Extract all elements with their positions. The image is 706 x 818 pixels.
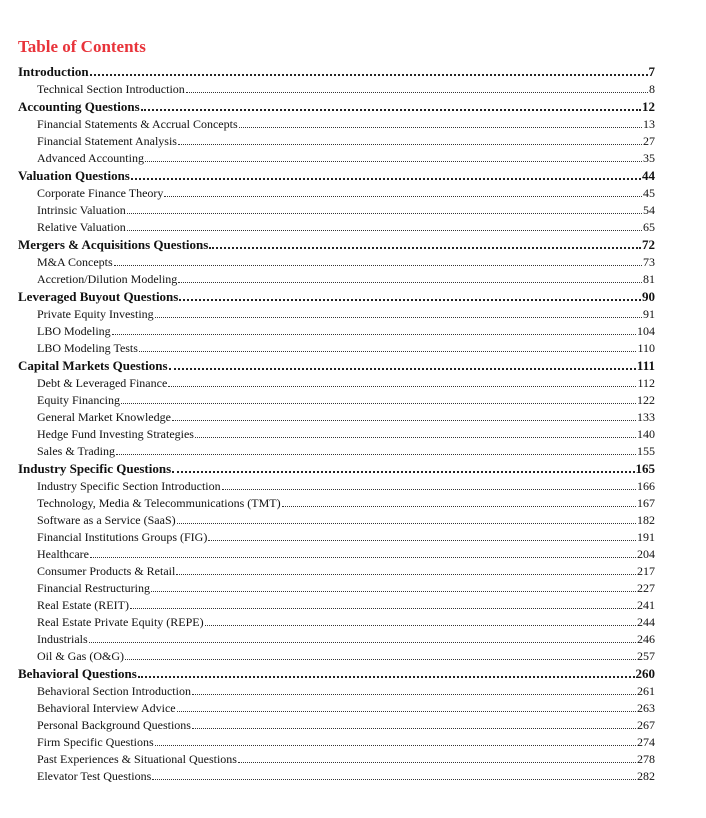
toc-title: Table of Contents [18, 37, 146, 56]
toc-subsection-entry[interactable] [18, 150, 655, 167]
toc-section-entry[interactable] [18, 665, 655, 683]
toc-subsection-entry[interactable] [18, 219, 655, 236]
toc-subsection-entry[interactable] [18, 563, 655, 580]
toc-entry-page-number: 65 [643, 220, 655, 234]
dot-leader [179, 299, 641, 301]
toc-section-entry[interactable] [18, 98, 655, 116]
dot-leader [139, 351, 636, 352]
toc-entry-page-number: 191 [637, 530, 655, 544]
dot-leader [209, 247, 641, 249]
toc-entry-page-number: 35 [643, 151, 655, 165]
toc-entry-page-number: 257 [637, 649, 655, 663]
toc-subsection-entry[interactable] [18, 409, 655, 426]
toc-entry-page-number: 261 [637, 684, 655, 698]
toc-entry-page-number: 165 [635, 461, 655, 476]
toc-entry-label: Elevator Test Questions [37, 769, 152, 783]
toc-entry-label: M&A Concepts [37, 255, 113, 269]
toc-subsection-entry[interactable] [18, 254, 655, 271]
dot-leader [89, 642, 636, 643]
dot-leader [222, 489, 636, 490]
dot-leader [239, 127, 642, 128]
toc-entry-page-number: 8 [649, 82, 655, 96]
toc-entry-label: Technical Section Introduction [37, 82, 185, 96]
toc-subsection-entry[interactable] [18, 375, 655, 392]
dot-leader [168, 386, 636, 387]
toc-entry-label: Industry Specific Questions [18, 461, 172, 476]
dot-leader [114, 265, 642, 266]
dot-leader [195, 437, 636, 438]
toc-entry-label: Advanced Accounting [37, 151, 144, 165]
dot-leader [205, 625, 636, 626]
toc-entry-label: Accretion/Dilution Modeling [37, 272, 178, 286]
toc-entry-page-number: 44 [642, 168, 655, 183]
toc-section-entry[interactable] [18, 167, 655, 185]
dot-leader [177, 711, 636, 712]
toc-subsection-entry[interactable] [18, 116, 655, 133]
toc-entry-label: Software as a Service (SaaS) [37, 513, 176, 527]
dot-leader [127, 213, 642, 214]
toc-entry-page-number: 90 [642, 289, 655, 304]
toc-entry-page-number: 241 [637, 598, 655, 612]
toc-entry-label: Personal Background Questions [37, 718, 191, 732]
toc-entry-label: Behavioral Section Introduction [37, 684, 191, 698]
dot-leader [138, 676, 635, 678]
toc-subsection-entry[interactable] [18, 185, 655, 202]
dot-leader [152, 779, 636, 780]
toc-entry-page-number: 7 [648, 64, 655, 79]
dot-leader [177, 523, 636, 524]
toc-section-entry[interactable] [18, 63, 655, 81]
dot-leader [90, 557, 636, 558]
toc-entry-page-number: 12 [642, 99, 655, 114]
toc-entry-page-number: 110 [637, 341, 655, 355]
toc-entry-page-number: 155 [637, 444, 655, 458]
toc-entry-label: Behavioral Questions [18, 666, 137, 681]
toc-subsection-entry[interactable] [18, 443, 655, 460]
dot-leader [178, 144, 642, 145]
dot-leader [192, 728, 636, 729]
toc-subsection-entry[interactable] [18, 81, 655, 98]
dot-leader [121, 403, 636, 404]
toc-entry-page-number: 282 [637, 769, 655, 783]
toc-subsection-entry[interactable] [18, 271, 655, 288]
toc-entry-label: Introduction [18, 64, 89, 79]
dot-leader [116, 454, 636, 455]
toc-entry-page-number: 45 [643, 186, 655, 200]
toc-subsection-entry[interactable] [18, 614, 655, 631]
dot-leader [192, 694, 636, 695]
toc-section-entry[interactable] [18, 357, 655, 375]
toc-subsection-entry[interactable] [18, 202, 655, 219]
toc-subsection-entry[interactable] [18, 426, 655, 443]
toc-subsection-entry[interactable] [18, 306, 655, 323]
toc-entry-page-number: 167 [637, 496, 655, 510]
toc-section-entry[interactable] [18, 288, 655, 306]
toc-entry-page-number: 246 [637, 632, 655, 646]
toc-entry-label: Industrials [37, 632, 88, 646]
toc-entry-label: LBO Modeling Tests [37, 341, 138, 355]
dot-leader [127, 230, 642, 231]
toc-entry-page-number: 182 [637, 513, 655, 527]
toc-entry-page-number: 122 [637, 393, 655, 407]
toc-entry-page-number: 204 [637, 547, 655, 561]
toc-subsection-entry[interactable] [18, 683, 655, 700]
toc-entry-label: Financial Restructuring [37, 581, 150, 595]
dot-leader [164, 196, 642, 197]
toc-entry-page-number: 140 [637, 427, 655, 441]
dot-leader [238, 762, 636, 763]
toc-entry-page-number: 166 [637, 479, 655, 493]
toc-entry-page-number: 227 [637, 581, 655, 595]
toc-entry-page-number: 260 [635, 666, 655, 681]
toc-section-entry[interactable] [18, 236, 655, 254]
dot-leader [172, 420, 636, 421]
toc-entry-page-number: 91 [643, 307, 655, 321]
toc-subsection-entry[interactable] [18, 768, 655, 785]
toc-entry-label: Hedge Fund Investing Strategies [37, 427, 194, 441]
toc-entry-page-number: 72 [642, 237, 655, 252]
toc-entry-page-number: 217 [637, 564, 655, 578]
toc-subsection-entry[interactable] [18, 751, 655, 768]
toc-entry-label: Relative Valuation [37, 220, 126, 234]
toc-subsection-entry[interactable] [18, 340, 655, 357]
dot-leader [178, 282, 642, 283]
toc-subsection-entry[interactable] [18, 717, 655, 734]
dot-leader [131, 178, 641, 180]
toc-subsection-entry[interactable] [18, 133, 655, 150]
toc-entry-page-number: 263 [637, 701, 655, 715]
toc-subsection-entry[interactable] [18, 734, 655, 751]
dot-leader [155, 317, 642, 318]
toc-entry-label: Equity Financing [37, 393, 120, 407]
toc-entry-label: Industry Specific Section Introduction [37, 479, 221, 493]
toc-subsection-entry[interactable] [18, 580, 655, 597]
toc-entry-label: Technology, Media & Telecommunications (TMT) [37, 496, 281, 510]
toc-entry-label: Sales & Trading [37, 444, 116, 458]
toc-entry-label: Past Experiences & Situational Questions [37, 752, 237, 766]
dot-leader [169, 368, 636, 370]
toc-section-entry[interactable] [18, 460, 655, 478]
dot-leader [145, 161, 642, 162]
toc-entry-page-number: 112 [637, 376, 655, 390]
toc-entry-page-number: 133 [637, 410, 655, 424]
toc-subsection-entry[interactable] [18, 529, 655, 546]
toc-entry-page-number: 267 [637, 718, 655, 732]
toc-entry-page-number: 54 [643, 203, 655, 217]
dot-leader [172, 471, 634, 473]
dot-leader [282, 506, 636, 507]
toc-entry-label: Healthcare [37, 547, 89, 561]
dot-leader [151, 591, 636, 592]
dot-leader [186, 92, 648, 93]
dot-leader [112, 334, 636, 335]
toc-entry-label: Intrinsic Valuation [37, 203, 126, 217]
dot-leader [125, 659, 636, 660]
toc-entry-page-number: 278 [637, 752, 655, 766]
dot-leader [130, 608, 636, 609]
dot-leader [208, 540, 636, 541]
toc-subsection-entry[interactable] [18, 512, 655, 529]
toc-entry-page-number: 244 [637, 615, 655, 629]
toc-entry-page-number: 104 [637, 324, 655, 338]
toc-entry-label: Financial Statement Analysis [37, 134, 177, 148]
toc-subsection-entry[interactable] [18, 495, 655, 512]
toc-entry-label: Financial Statements & Accrual Concepts [37, 117, 238, 131]
toc-entry-label: Leveraged Buyout Questions [18, 289, 179, 304]
toc-entry-label: Private Equity Investing [37, 307, 154, 321]
toc-subsection-entry[interactable] [18, 700, 655, 717]
dot-leader [141, 109, 641, 111]
toc-entry-label: Consumer Products & Retail [37, 564, 176, 578]
toc-subsection-entry[interactable] [18, 546, 655, 563]
dot-leader [176, 574, 636, 575]
toc-entry-label: Mergers & Acquisitions Questions [18, 237, 209, 252]
toc-list [18, 63, 655, 785]
toc-entry-label: General Market Knowledge [37, 410, 171, 424]
toc-entry-label: Firm Specific Questions [37, 735, 154, 749]
toc-subsection-entry[interactable] [18, 323, 655, 340]
toc-subsection-entry[interactable] [18, 478, 655, 495]
toc-entry-label: Valuation Questions [18, 168, 130, 183]
toc-entry-label: Behavioral Interview Advice [37, 701, 176, 715]
toc-entry-label: Accounting Questions [18, 99, 140, 114]
toc-entry-label: Financial Institutions Groups (FIG) [37, 530, 208, 544]
toc-entry-page-number: 111 [636, 358, 655, 373]
toc-entry-label: Capital Markets Questions [18, 358, 168, 373]
toc-subsection-entry[interactable] [18, 597, 655, 614]
toc-entry-page-number: 73 [643, 255, 655, 269]
toc-entry-page-number: 274 [637, 735, 655, 749]
dot-leader [155, 745, 636, 746]
toc-entry-label: Debt & Leveraged Finance [37, 376, 168, 390]
toc-entry-label: LBO Modeling [37, 324, 111, 338]
toc-entry-page-number: 13 [643, 117, 655, 131]
toc-entry-page-number: 27 [643, 134, 655, 148]
toc-subsection-entry[interactable] [18, 392, 655, 409]
toc-entry-label: Real Estate Private Equity (REPE) [37, 615, 204, 629]
toc-entry-label: Corporate Finance Theory [37, 186, 164, 200]
dot-leader [90, 74, 648, 76]
toc-entry-label: Oil & Gas (O&G) [37, 649, 124, 663]
toc-subsection-entry[interactable] [18, 631, 655, 648]
toc-entry-page-number: 81 [643, 272, 655, 286]
toc-entry-label: Real Estate (REIT) [37, 598, 129, 612]
toc-subsection-entry[interactable] [18, 648, 655, 665]
